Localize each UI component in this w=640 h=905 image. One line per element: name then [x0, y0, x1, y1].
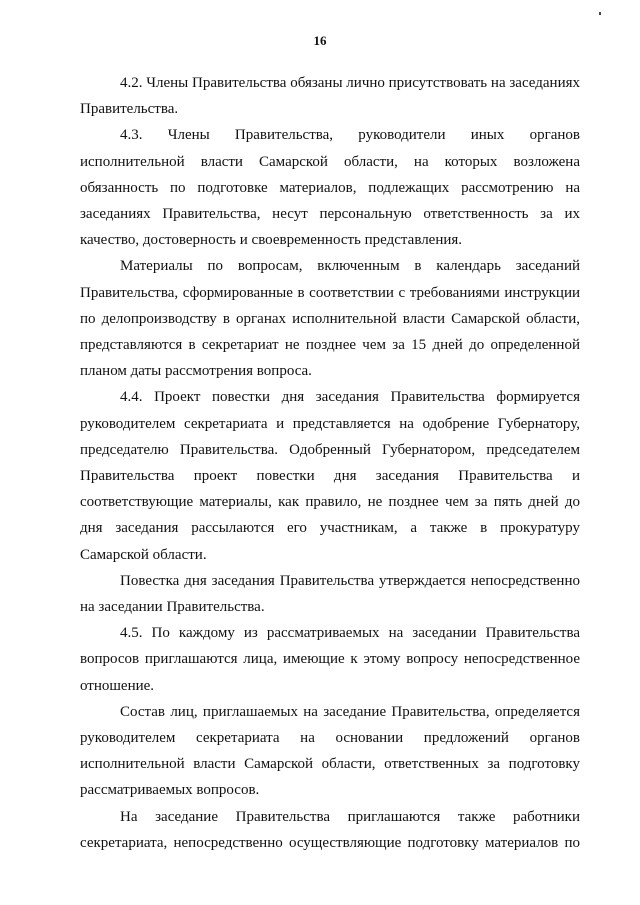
paragraph-4-4: 4.4. Проект повестки дня заседания Правительства формируется руководителем секретариата и представляется на одобрение Губернатору, председателю Правительства. Одобренный Губернатором, председателем Правительства проект повестки дня заседания Правительства и соответствующие материалы, как правило, не позднее чем за пять дней до дня заседания рассылаются его участникам, а также в прокуратуру Самарской области.	[80, 389, 580, 563]
paragraph-invitees-composition: Состав лиц, приглашаемых на заседание Правительства, определяется руководителем секретариата на основании предложений органов исполнительной власти Самарской области, ответственных за подготовку рассматриваемых вопросов.	[80, 703, 580, 799]
paragraph-secretariat-staff: На заседание Правительства приглашаются также работники секретариата, непосредственно осуществляющие подготовку материалов по	[80, 808, 580, 851]
page-number: 16	[313, 33, 327, 48]
scan-mark	[599, 12, 601, 15]
paragraph-4-5: 4.5. По каждому из рассматриваемых на заседании Правительства вопросов приглашаются лица, имеющие к этому вопросу непосредственное отношение.	[80, 625, 580, 694]
paragraph-4-2: 4.2. Члены Правительства обязаны лично присутствовать на заседаниях Правительства.	[80, 75, 580, 118]
document-body	[80, 70, 580, 856]
paragraph-agenda-approval: Повестка дня заседания Правительства утверждается непосредственно на заседании Правительства.	[80, 572, 580, 616]
paragraph-materials: Материалы по вопросам, включенным в календарь заседаний Правительства, сформированные в соответствии с требованиями инструкции по делопроизводству в органах исполнительной власти Самарской области, представляются в секретариат не позднее чем за 15 дней до определенной планом даты рассмотрения вопроса.	[80, 258, 580, 380]
paragraph-4-3: 4.3. Члены Правительства, руководители иных органов исполнительной власти Самарской области, на которых возложена обязанность по подготовке материалов, подлежащих рассмотрению на заседаниях Правительства, несут персональную ответственность за их качество, достоверность и своевременность представления.	[80, 127, 580, 249]
